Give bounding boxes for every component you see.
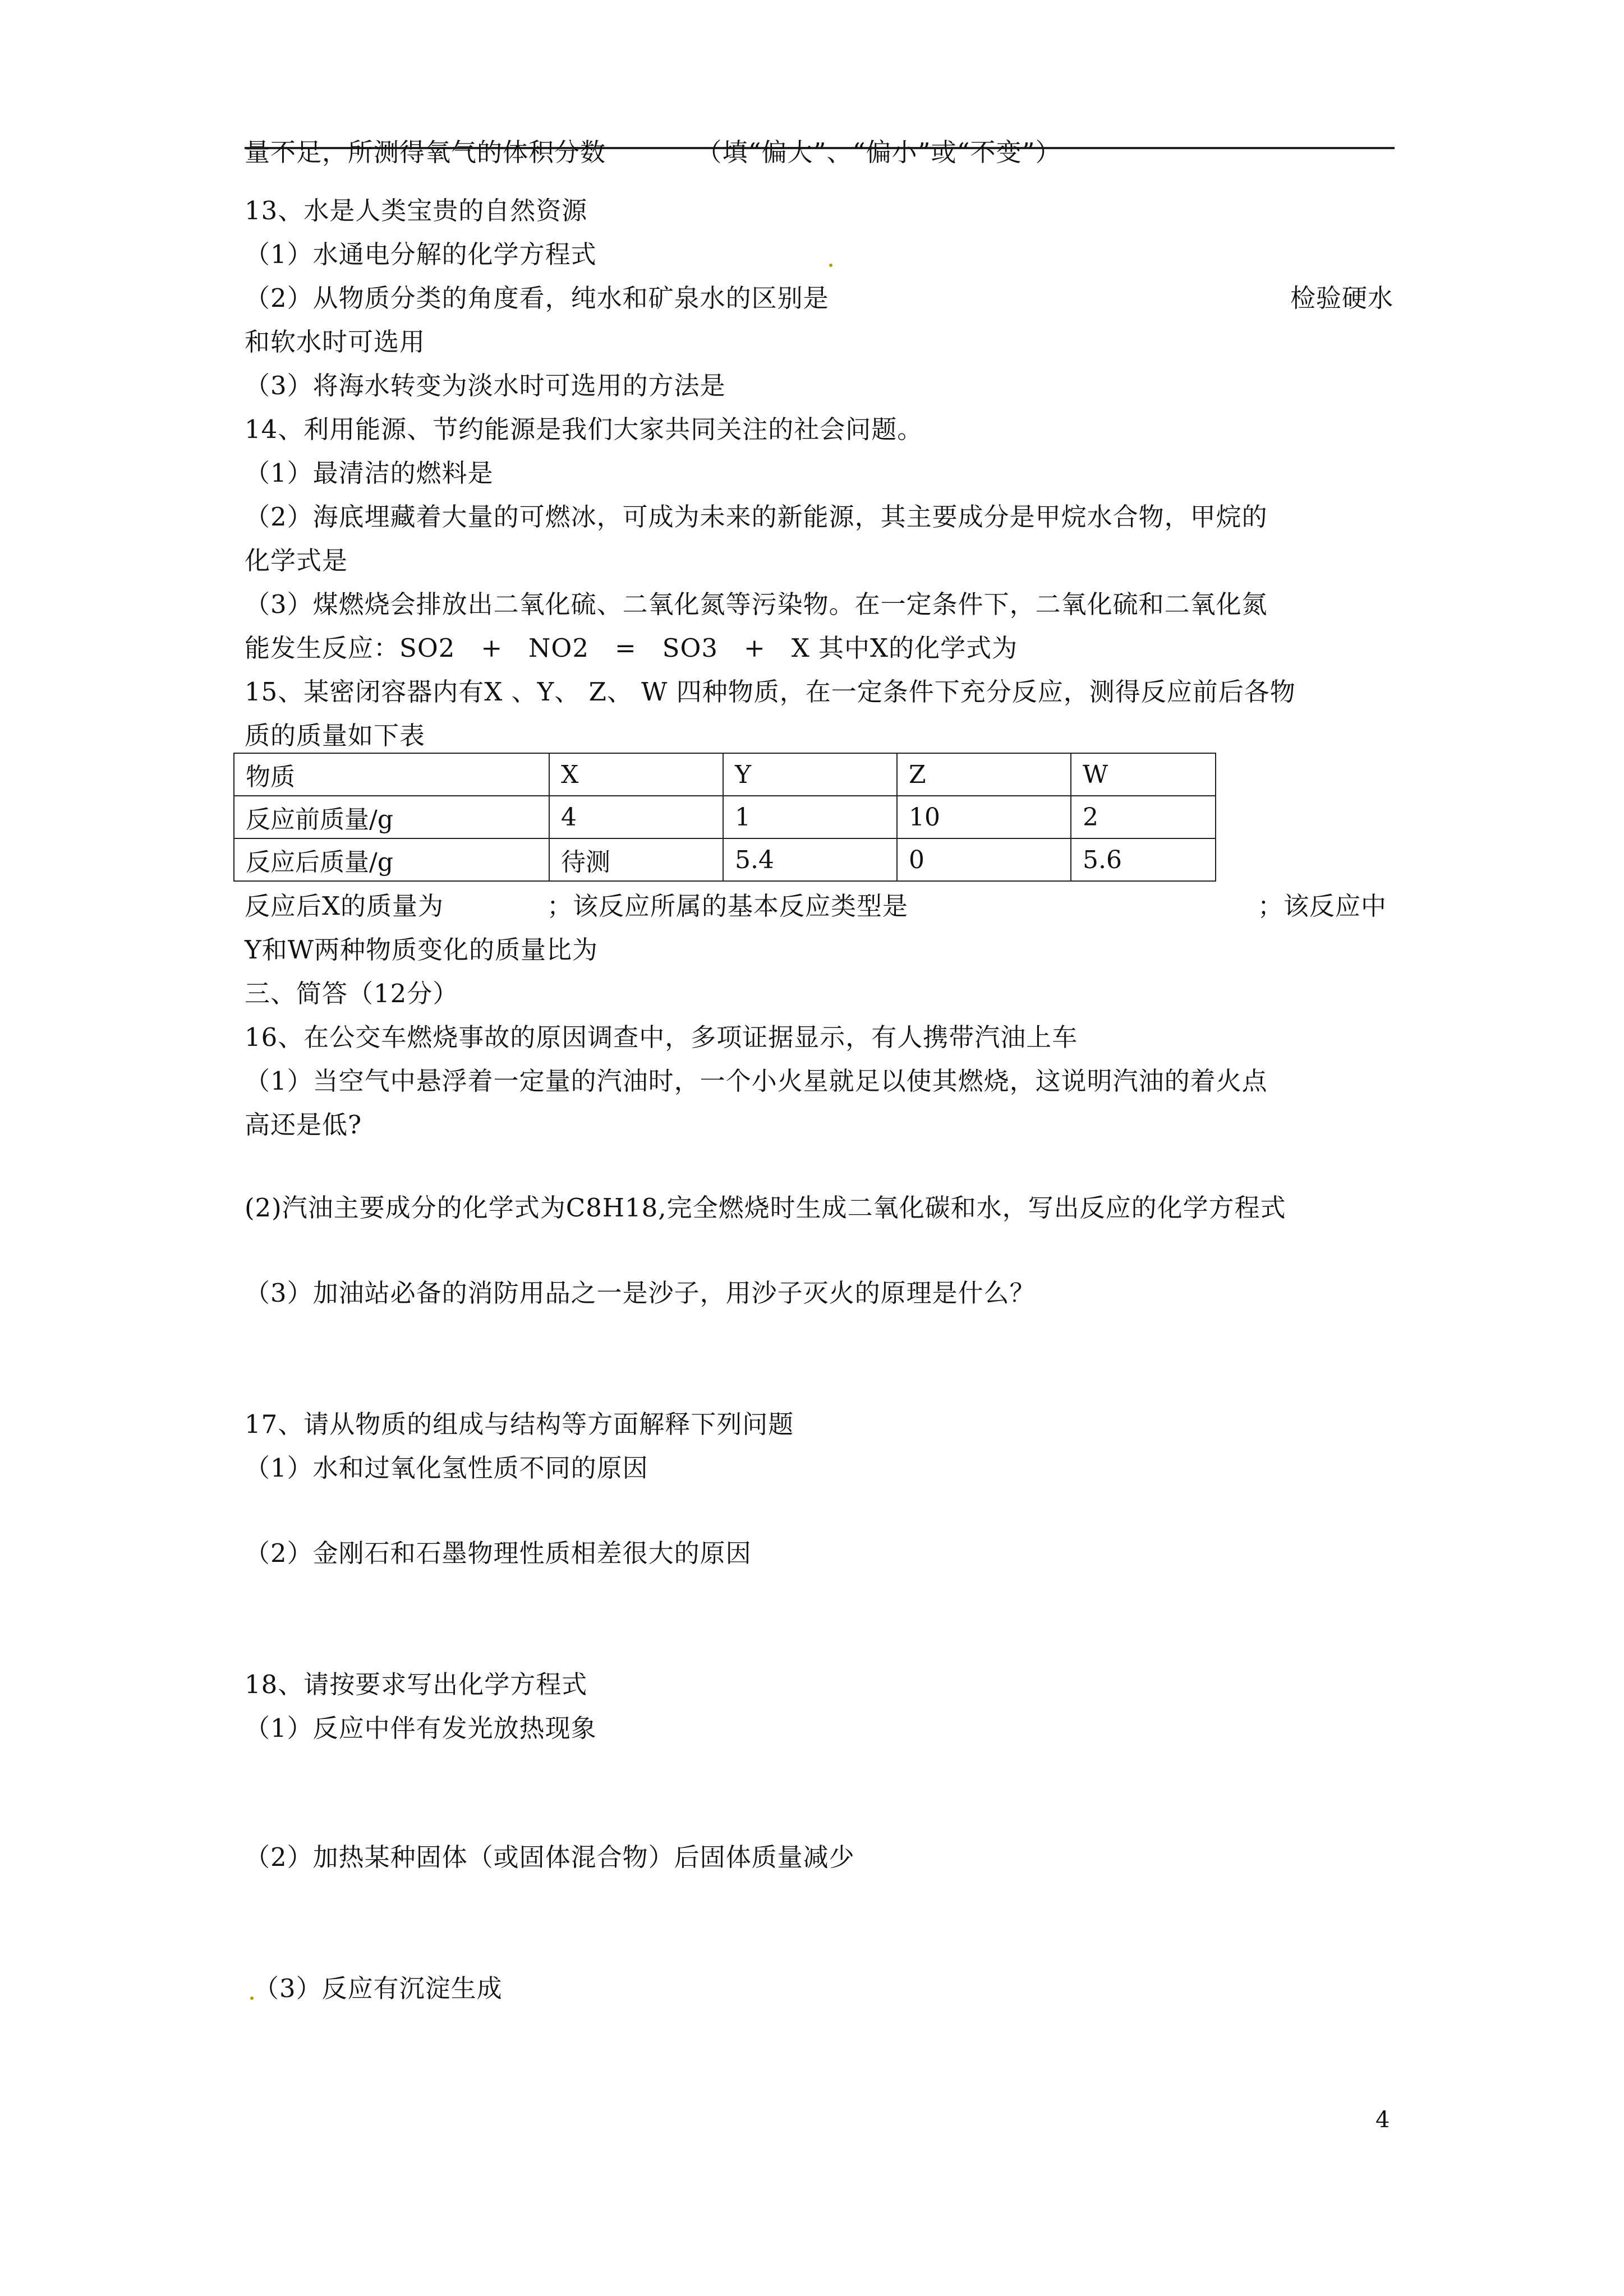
table-cell: 0	[897, 838, 1071, 881]
question-14-title: 14、利用能源、节约能源是我们大家共同关注的社会问题。	[245, 414, 923, 444]
question-13-part-1: （1）水通电分解的化学方程式	[245, 239, 597, 269]
question-16-part-2: (2)汽油主要成分的化学式为C8H18,完全燃烧时生成二氧化碳和水，写出反应的化学方程式	[245, 1193, 1286, 1223]
mass-table	[233, 753, 1216, 882]
question-13-part-2-continued: 和软水时可选用	[245, 327, 426, 357]
question-14-part-3-continued: 能发生反应：SO2 + NO2 = SO3 + X 其中X的化学式为	[245, 633, 1018, 663]
question-17-title: 17、请从物质的组成与结构等方面解释下列问题	[245, 1409, 794, 1439]
question-15-title: 15、某密闭容器内有X 、Y、 Z、 W 四种物质，在一定条件下充分反应，测得反应前后各物	[245, 677, 1296, 707]
table-cell: 5.4	[723, 838, 897, 881]
text-line-q12-end: 量不足，所测得氧气的体积分数 （填“偏大”、“偏小”或“不变”）	[245, 137, 1061, 167]
question-13-title: 13、水是人类宝贵的自然资源	[245, 196, 588, 225]
question-16-part-3: （3）加油站必备的消防用品之一是沙子，用沙子灭火的原理是什么？	[245, 1278, 1036, 1308]
table-cell: 反应前质量/g	[234, 796, 549, 838]
table-cell: 待测	[549, 838, 723, 881]
question-16-title: 16、在公交车燃烧事故的原因调查中，多项证据显示，有人携带汽油上车	[245, 1022, 1078, 1052]
table-cell: 10	[897, 796, 1071, 838]
table-header-row	[234, 753, 1216, 796]
stray-dot-mark	[829, 264, 832, 267]
question-16-part-1: （1）当空气中悬浮着一定量的汽油时，一个小火星就足以使其燃烧，这说明汽油的着火点	[245, 1066, 1268, 1096]
question-16-part-1-continued: 高还是低?	[245, 1110, 362, 1140]
question-15-answer-continued: Y和W两种物质变化的质量比为	[245, 935, 598, 965]
question-13-part-2-right: 检验硬水	[1290, 283, 1394, 313]
question-13-part-2: （2）从物质分类的角度看，纯水和矿泉水的区别是	[245, 283, 829, 313]
table-cell: 1	[723, 796, 897, 838]
question-18-part-1: （1）反应中伴有发光放热现象	[245, 1713, 597, 1743]
table-row	[234, 838, 1216, 881]
question-13-part-3: （3）将海水转变为淡水时可选用的方法是	[245, 371, 726, 400]
table-cell: 2	[1071, 796, 1216, 838]
question-14-part-3: （3）煤燃烧会排放出二氧化硫、二氧化氮等污染物。在一定条件下，二氧化硫和二氧化氮	[245, 589, 1268, 619]
question-15-continued: 质的质量如下表	[245, 721, 426, 750]
question-14-part-2: （2）海底埋藏着大量的可燃冰，可成为未来的新能源，其主要成分是甲烷水合物，甲烷的	[245, 502, 1268, 532]
table-header-cell: X	[549, 753, 723, 796]
table-header-cell: W	[1071, 753, 1216, 796]
question-18-part-2: （2）加热某种固体（或固体混合物）后固体质量减少	[245, 1842, 855, 1872]
table-header-cell: Y	[723, 753, 897, 796]
table-header-cell: 物质	[234, 753, 549, 796]
section-3-heading: 三、简答（12分）	[245, 979, 459, 1008]
table-cell: 4	[549, 796, 723, 838]
table-row	[234, 796, 1216, 838]
question-14-part-1: （1）最清洁的燃料是	[245, 458, 494, 488]
table-cell: 5.6	[1071, 838, 1216, 881]
question-14-part-2-continued: 化学式是	[245, 546, 348, 575]
table-header-cell: Z	[897, 753, 1071, 796]
question-15-answer-line: 反应后X的质量为 ；该反应所属的基本反应类型是	[245, 891, 909, 921]
question-18-title: 18、请按要求写出化学方程式	[245, 1670, 588, 1699]
table-cell: 反应后质量/g	[234, 838, 549, 881]
question-17-part-2: （2）金刚石和石墨物理性质相差很大的原因	[245, 1538, 752, 1568]
question-15-answer-line-right: ；该反应中	[1258, 891, 1387, 921]
page-number: 4	[1375, 2107, 1390, 2133]
question-18-part-3: （3）反应有沉淀生成	[254, 1974, 503, 2003]
question-17-part-1: （1）水和过氧化氢性质不同的原因	[245, 1453, 648, 1483]
